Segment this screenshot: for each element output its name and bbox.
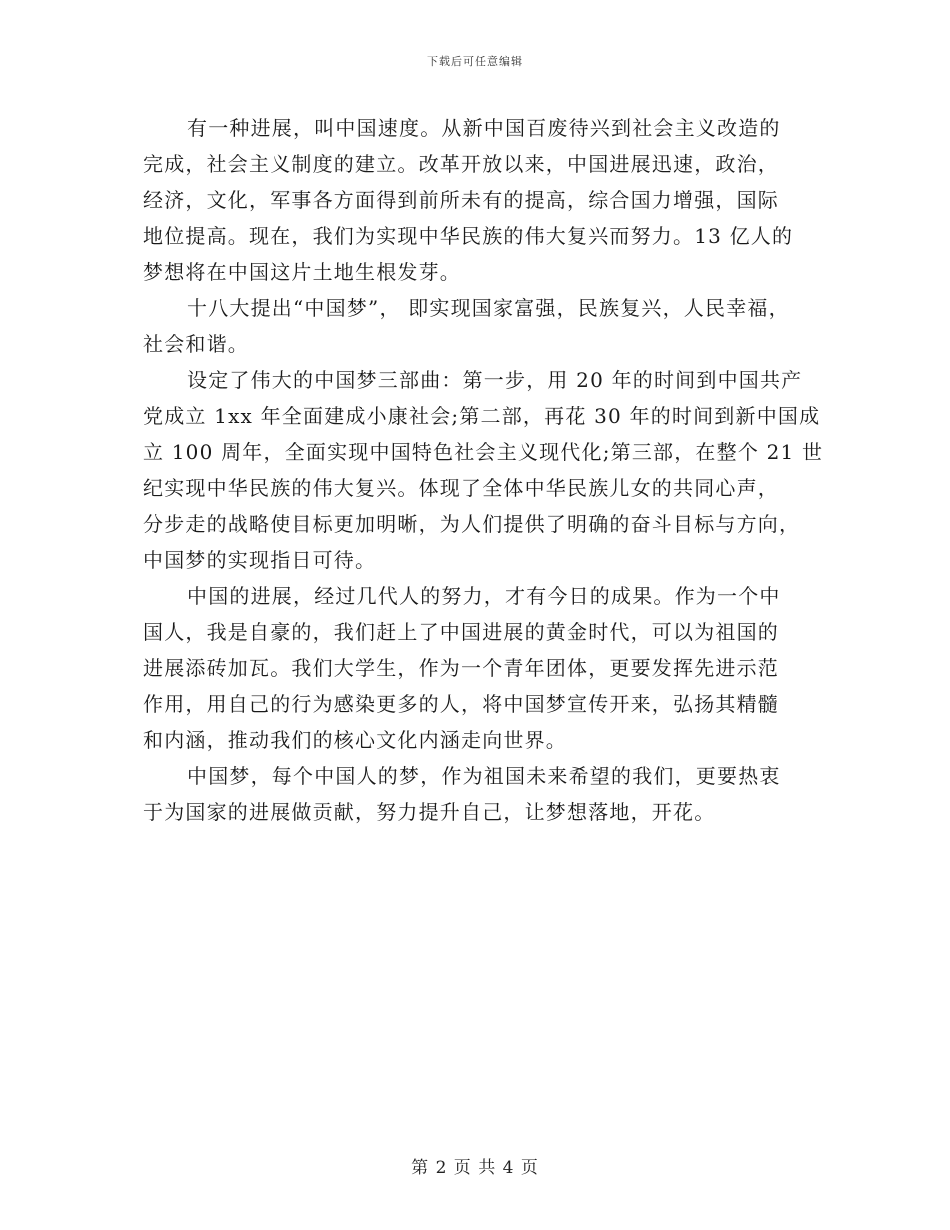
text-line: 经济，文化，军事各方面得到前所未有的提高，综合国力增强，国际: [143, 188, 779, 212]
text-line: 中国的进展，经过几代人的努力，才有今日的成果。作为一个中: [187, 584, 781, 608]
text-line: 党成立 1xx 年全面建成小康社会;第二部，再花 30 年的时间到新中国成: [143, 404, 821, 428]
text-line: 纪实现中华民族的伟大复兴。体现了全体中华民族儿女的共同心声，: [143, 476, 779, 500]
text-line: 社会和谐。: [143, 332, 249, 356]
text-line: 于为国家的进展做贡献，努力提升自己，让梦想落地，开花。: [143, 800, 716, 824]
text-line: 作用，用自己的行为感染更多的人，将中国梦宣传开来，弘扬其精髓: [143, 692, 779, 716]
text-line: 分步走的战略使目标更加明晰，为人们提供了明确的奋斗目标与方向，: [143, 512, 801, 536]
header-note: 下载后可任意编辑: [427, 55, 523, 68]
text-line: 立 100 周年，全面实现中国特色社会主义现代化;第三部，在整个 21 世: [143, 440, 824, 464]
text-line: 中国梦的实现指日可待。: [143, 548, 377, 572]
text-line: 地位提高。现在，我们为实现中华民族的伟大复兴而努力。13 亿人的: [143, 224, 794, 248]
text-line: 十八大提出“中国梦”， 即实现国家富强，民族复兴，人民幸福，: [187, 296, 790, 320]
text-line: 进展添砖加瓦。我们大学生，作为一个青年团体，更要发挥先进示范: [143, 656, 779, 680]
text-line: 国人，我是自豪的，我们赶上了中国进展的黄金时代，可以为祖国的: [143, 620, 779, 644]
text-line: 和内涵，推动我们的核心文化内涵走向世界。: [143, 728, 567, 752]
text-line: 梦想将在中国这片土地生根发芽。: [143, 260, 461, 284]
page-number: 第 2 页 共 4 页: [411, 1158, 539, 1178]
text-line: 中国梦，每个中国人的梦，作为祖国未来希望的我们，更要热衷: [187, 764, 781, 788]
text-line: 有一种进展，叫中国速度。从新中国百废待兴到社会主义改造的: [187, 116, 781, 140]
document-body: [143, 110, 823, 830]
text-line: 设定了伟大的中国梦三部曲：第一步，用 20 年的时间到中国共产: [187, 368, 803, 392]
text-line: 完成，社会主义制度的建立。改革开放以来，中国进展迅速，政治，: [143, 152, 779, 176]
